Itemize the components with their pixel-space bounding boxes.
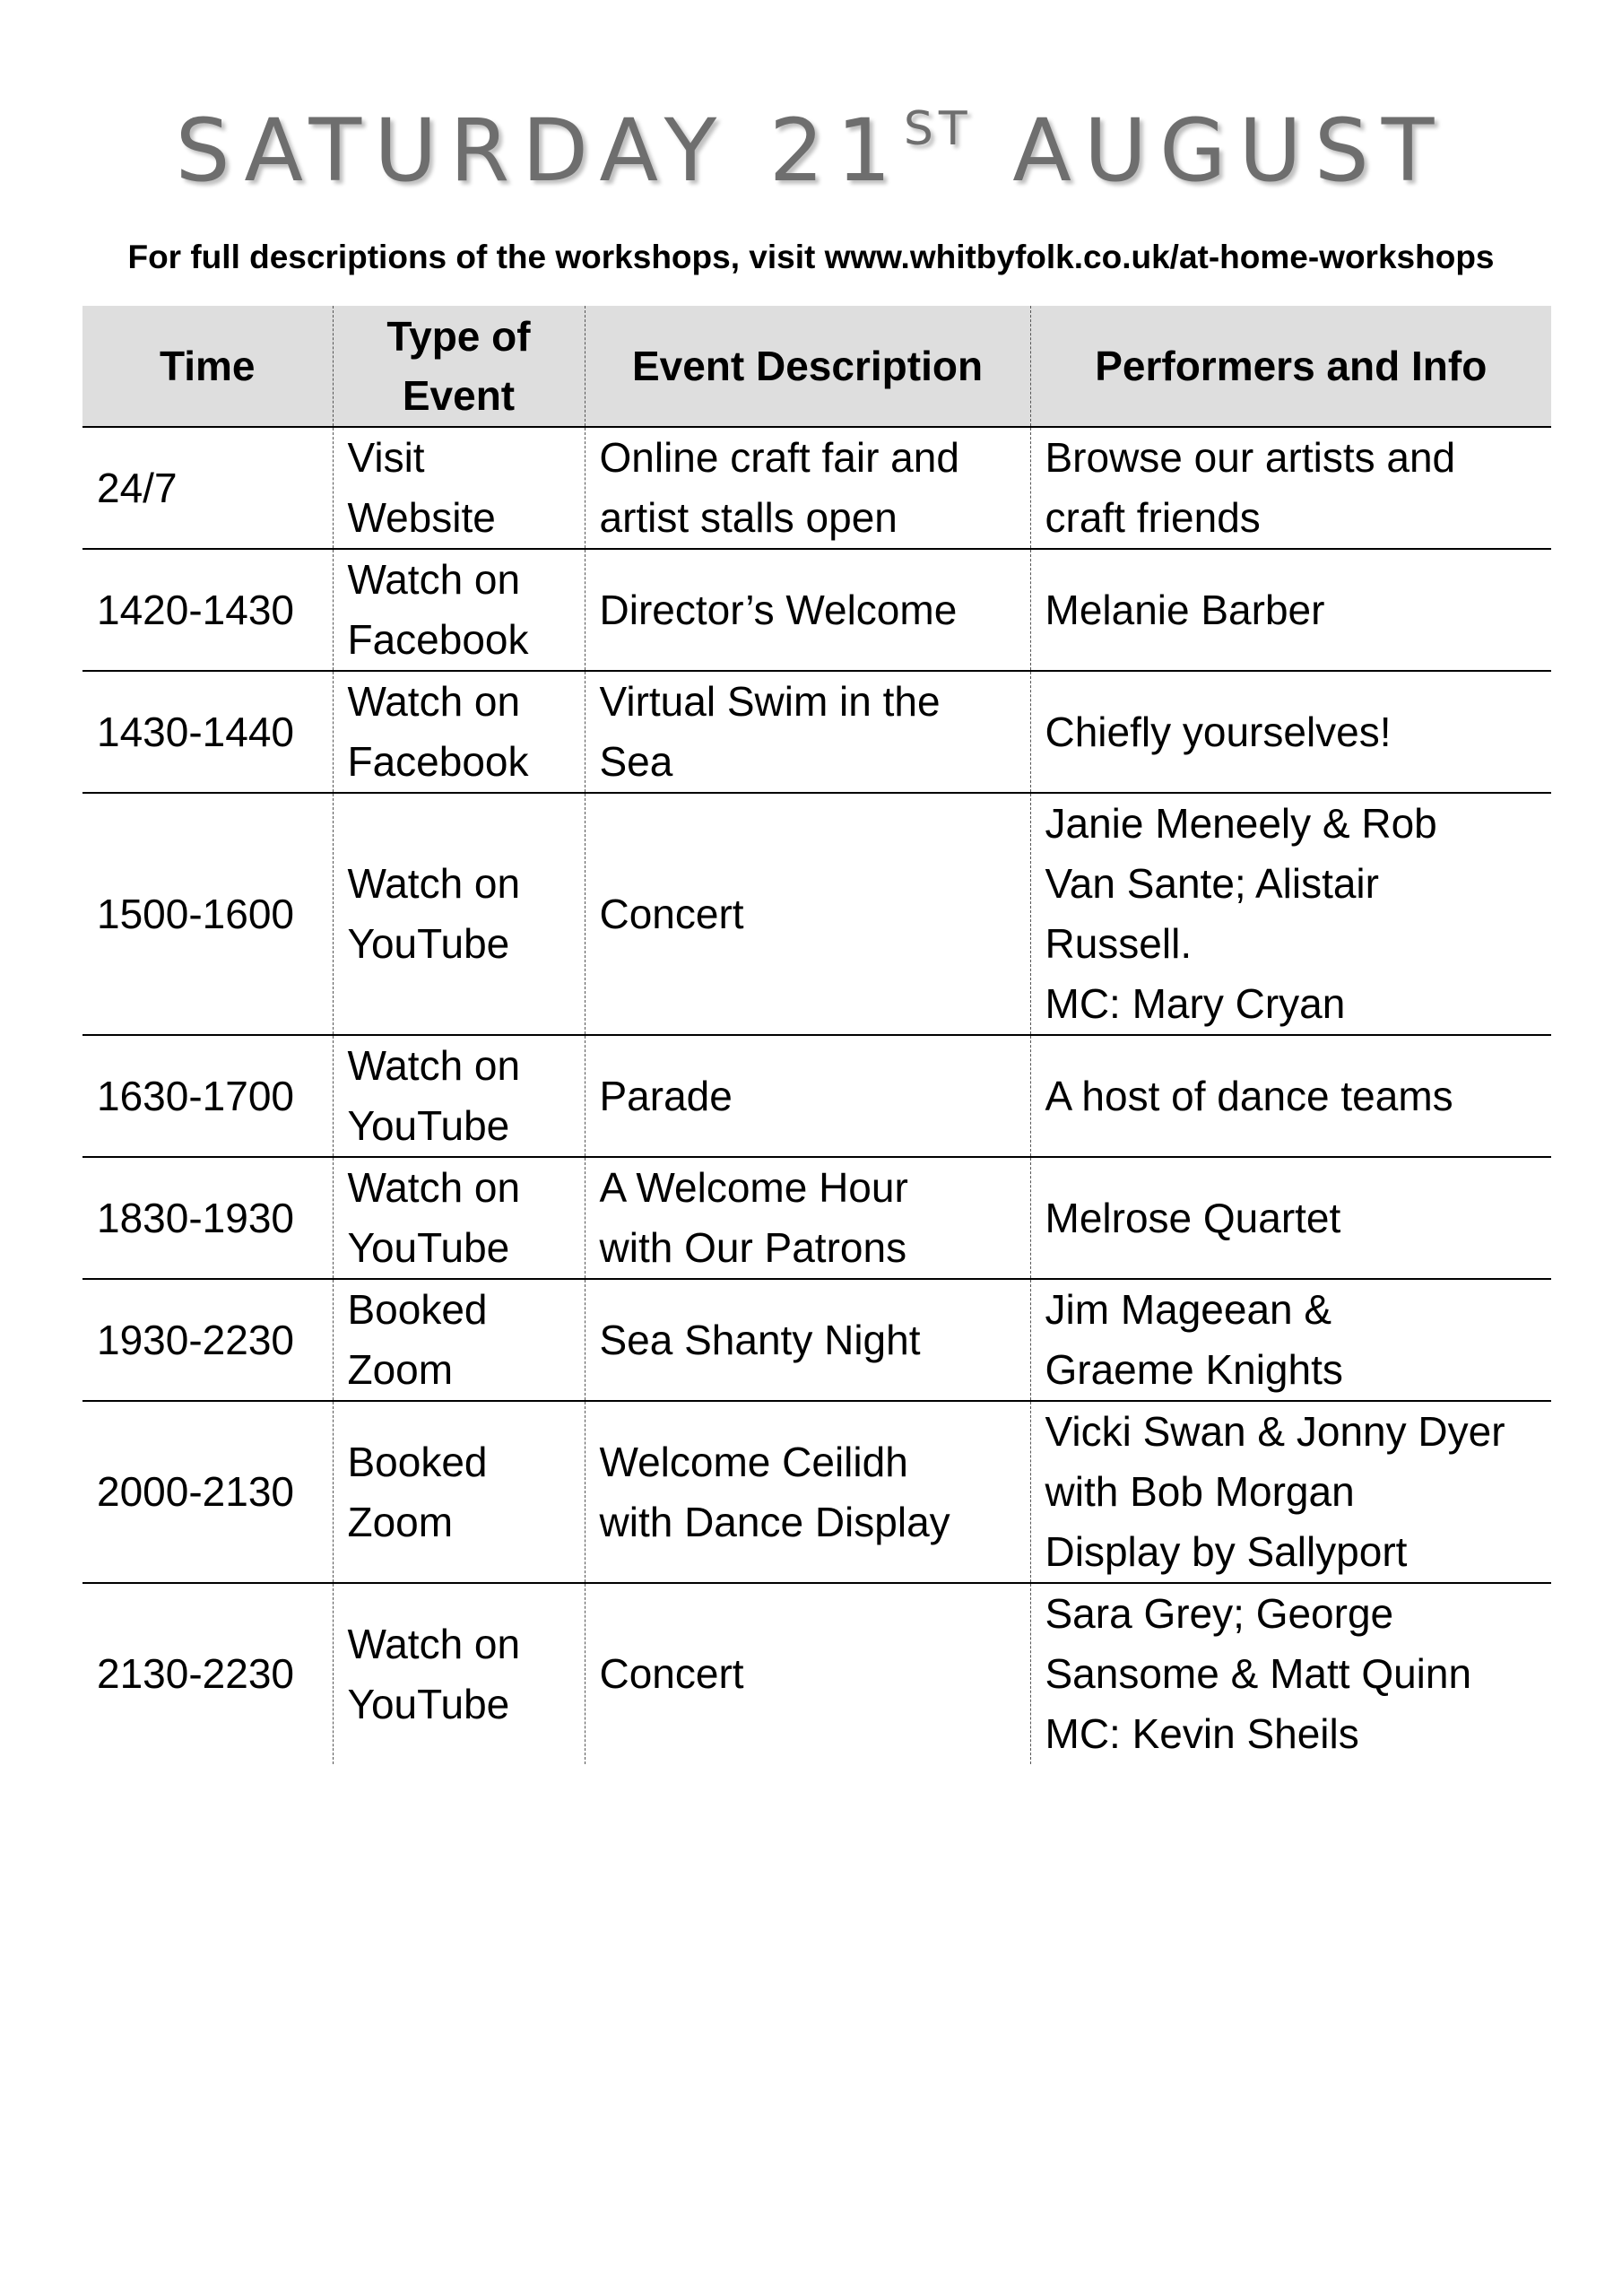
performers-cell	[1030, 1279, 1551, 1401]
cell-text-line: 1830-1930	[97, 1194, 294, 1241]
cell-text-line: Display by Sallyport	[1045, 1528, 1408, 1575]
cell-text-line: YouTube	[347, 1102, 510, 1149]
cell-text-line: Website	[347, 494, 496, 541]
time-cell	[82, 1279, 333, 1401]
event-description-cell	[585, 1279, 1030, 1401]
cell-text-line: Sansome & Matt Quinn	[1045, 1650, 1472, 1697]
cell-text-line: MC: Mary Cryan	[1045, 980, 1346, 1027]
header-text: Time	[159, 343, 256, 389]
schedule-table	[82, 306, 1551, 1764]
cell-text-line: A host of dance teams	[1045, 1072, 1453, 1119]
cell-text-line: Graeme Knights	[1045, 1346, 1343, 1393]
time-cell	[82, 671, 333, 793]
cell-text-line: 1930-2230	[97, 1316, 294, 1363]
time-cell	[82, 427, 333, 549]
time-cell	[82, 1583, 333, 1764]
cell-text-line: Sara Grey; George	[1045, 1590, 1394, 1637]
cell-text-line: Zoom	[347, 1346, 454, 1393]
event-type-cell	[333, 1583, 585, 1764]
table-row	[82, 1583, 1551, 1764]
cell-text-line: Vicki Swan & Jonny Dyer	[1045, 1408, 1505, 1455]
cell-text-line: Watch on	[347, 860, 521, 907]
performers-cell	[1030, 1401, 1551, 1583]
cell-text-line: with Dance Display	[599, 1498, 950, 1545]
table-row	[82, 549, 1551, 671]
schedule-header	[82, 306, 1551, 427]
cell-text-line: 2130-2230	[97, 1650, 294, 1697]
cell-text-line: artist stalls open	[599, 494, 898, 541]
event-description-cell	[585, 549, 1030, 671]
cell-text-line: 1420-1430	[97, 586, 294, 633]
time-cell	[82, 793, 333, 1035]
cell-text-line: MC: Kevin Sheils	[1045, 1710, 1359, 1757]
cell-text-line: Facebook	[347, 616, 529, 663]
table-row	[82, 1035, 1551, 1157]
performers-cell	[1030, 1583, 1551, 1764]
table-row	[82, 427, 1551, 549]
event-description-cell	[585, 427, 1030, 549]
event-description-cell	[585, 1035, 1030, 1157]
cell-text-line: A Welcome Hour	[599, 1164, 908, 1211]
event-type-cell	[333, 1035, 585, 1157]
header-type-of-event	[333, 306, 585, 427]
cell-text-line: Concert	[599, 1650, 744, 1697]
performers-cell	[1030, 1157, 1551, 1279]
cell-text-line: Booked	[347, 1286, 488, 1333]
event-description-cell	[585, 671, 1030, 793]
cell-text-line: Virtual Swim in the	[599, 678, 941, 725]
table-row	[82, 793, 1551, 1035]
header-performers-and-info	[1030, 306, 1551, 427]
title-month: AUGUST	[972, 100, 1447, 201]
cell-text-line: Watch on	[347, 678, 521, 725]
cell-text-line: Browse our artists and	[1045, 434, 1456, 481]
header-text: Event Description	[631, 343, 984, 389]
cell-text-line: Watch on	[347, 1620, 521, 1667]
header-text: Type of	[386, 313, 531, 360]
cell-text-line: YouTube	[347, 920, 510, 967]
cell-text-line: Watch on	[347, 1042, 521, 1089]
cell-text-line: 1630-1700	[97, 1072, 294, 1119]
cell-text-line: YouTube	[347, 1224, 510, 1271]
event-description-cell	[585, 1583, 1030, 1764]
table-row	[82, 1279, 1551, 1401]
cell-text-line: YouTube	[347, 1680, 510, 1727]
time-cell	[82, 549, 333, 671]
performers-cell	[1030, 1035, 1551, 1157]
cell-text-line: craft friends	[1045, 494, 1261, 541]
performers-cell	[1030, 427, 1551, 549]
table-row	[82, 671, 1551, 793]
performers-cell	[1030, 671, 1551, 793]
cell-text-line: Sea Shanty Night	[599, 1316, 921, 1363]
cell-text-line: Watch on	[347, 1164, 521, 1211]
cell-text-line: Chiefly yourselves!	[1045, 708, 1392, 755]
event-description-cell	[585, 1157, 1030, 1279]
cell-text-line: Melrose Quartet	[1045, 1194, 1341, 1241]
cell-text-line: Director’s Welcome	[599, 586, 958, 633]
workshop-info-note: For full descriptions of the workshops, visit www.whitbyfolk.co.uk/at-home-workshops	[127, 239, 1495, 275]
title-main: SATURDAY 21	[175, 100, 904, 201]
schedule-body	[82, 427, 1551, 1764]
cell-text-line: Watch on	[347, 556, 521, 603]
header-text: Performers and Info	[1095, 343, 1488, 389]
header-row	[82, 306, 1551, 427]
title-ordinal-suffix: ST	[903, 102, 973, 156]
cell-text-line: with Our Patrons	[599, 1224, 907, 1271]
cell-text-line: Concert	[599, 890, 744, 937]
cell-text-line: Welcome Ceilidh	[599, 1438, 908, 1485]
event-type-cell	[333, 1279, 585, 1401]
cell-text-line: Janie Meneely & Rob	[1045, 800, 1437, 847]
cell-text-line: Sea	[599, 738, 673, 785]
cell-text-line: 1430-1440	[97, 708, 294, 755]
event-type-cell	[333, 549, 585, 671]
table-row	[82, 1157, 1551, 1279]
table-row	[82, 1401, 1551, 1583]
cell-text-line: Visit	[347, 434, 425, 481]
cell-text-line: 2000-2130	[97, 1468, 294, 1515]
time-cell	[82, 1401, 333, 1583]
cell-text-line: Van Sante; Alistair	[1045, 860, 1379, 907]
event-type-cell	[333, 1157, 585, 1279]
event-type-cell	[333, 1401, 585, 1583]
header-time	[82, 306, 333, 427]
cell-text-line: Zoom	[347, 1498, 454, 1545]
cell-text-line: 24/7	[97, 464, 178, 511]
event-description-cell	[585, 1401, 1030, 1583]
performers-cell	[1030, 793, 1551, 1035]
header-text: Event	[402, 372, 516, 419]
event-type-cell	[333, 671, 585, 793]
cell-text-line: Parade	[599, 1072, 733, 1119]
header-event-description	[585, 306, 1030, 427]
page-title	[0, 100, 1622, 201]
cell-text-line: 1500-1600	[97, 890, 294, 937]
cell-text-line: Facebook	[347, 738, 529, 785]
time-cell	[82, 1035, 333, 1157]
event-description-cell	[585, 793, 1030, 1035]
cell-text-line: Booked	[347, 1438, 488, 1485]
cell-text-line: Russell.	[1045, 920, 1193, 967]
performers-cell	[1030, 549, 1551, 671]
event-type-cell	[333, 427, 585, 549]
event-type-cell	[333, 793, 585, 1035]
cell-text-line: Online craft fair and	[599, 434, 959, 481]
time-cell	[82, 1157, 333, 1279]
cell-text-line: Jim Mageean &	[1045, 1286, 1332, 1333]
cell-text-line: Melanie Barber	[1045, 586, 1325, 633]
cell-text-line: with Bob Morgan	[1045, 1468, 1355, 1515]
